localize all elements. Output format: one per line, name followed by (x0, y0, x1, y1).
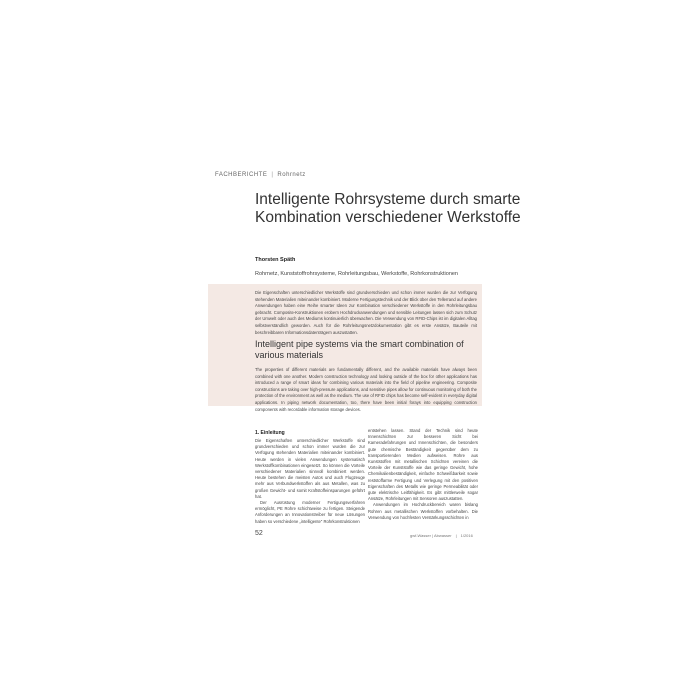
page-number: 52 (255, 530, 263, 537)
body-paragraph: Der Ausrüstung moderner Fertigungsverfahren ermöglicht, PE Rohre schichtweise zu fertigen. Steigende Anforderungen an Innovationstreiber für neue Lösungen haben so verschiedene „intelligente“ Rohrkonstruktionen (255, 500, 365, 524)
abstract-english-title: Intelligent pipe systems via the smart combination of various materials (255, 339, 464, 360)
abstract-german: Die Eigenschaften unterschiedlicher Werkstoffe sind grundverschieden und schon immer wurden die zur Verfügung stehenden Materialien miteinander kombiniert. Moderne Fertigungstechnik und der Blick über den Tellerrand auf andere Anwendungen haben eine Reihe smarter Ideen zur Kombination verschiedener Werkstoffe in den Rohrleitungsbau gebracht. Composite-Konstruktionen erobern Hochdruckanwendungen und sensible Leitungen lassen sich zum Schutz der Umwelt oder auch des Mediums kontinuierlich überwachen. Die Verwendung von RFID-Chips ist im digitalen Alltag selbstverständlich geworden. Auch für die Rohrleitungsnetzdokumentation gibt es erste Ansätze, Bauteile mit beschreibbaren Informationsdatenträgern auszustatten. (255, 290, 477, 335)
abstract-english: The properties of different materials are fundamentally different, and the available materials have always been combined with one another. Modern construction technology and looking outside of the box for other applications has introduced a range of smart ideas for combining various materials into the field of pipeline engineering. Composite constructions are taking over high-pressure applications, and sensitive pipes allow for continuous monitoring of both the protection of the environment as well as the medium. The use of RFID chips has become self-evident in everyday digital applications. In piping network documentation, too, there have been initial forays into equipping construction components with recordable information storage devices. (255, 367, 477, 412)
page-footer (410, 533, 473, 538)
journal-issue: 1/2016 (460, 533, 473, 538)
article-title: Intelligente Rohrsysteme durch smarte Kombination verschiedener Werkstoffe (255, 191, 521, 226)
journal-name: gwf-Wasser | Abwasser (410, 533, 452, 538)
topic-label: Rohrnetz (277, 172, 306, 178)
body-column-left (255, 438, 365, 525)
body-column-right (368, 428, 478, 521)
running-header (215, 172, 306, 178)
author-name: Thorsten Späth (255, 257, 296, 263)
body-paragraph: entstehen lassen. Stand der Technik sind heute Innenschichten zur besseren Sicht bei Kameradefahrungen und Innenschichten, die besonders gute chemische Beständigkeit gegenüber dem zu transportierenden Medien aufweisen. Rohre aus Kunststoffen mit metallischen Schichten vereinen die Vorteile der Kunststoffe wie das geringe Gewicht, hohe Chemikalienbeständigkeit, einfache Schweißbarkeit sowie reststoffarme Fertigung und Verlegung mit den positiven Eigenschaften des Metalls wie geringe Permeabilität oder gute elektrische Leitfähigkeit. Es gibt mittlerweile sogar Ansätze, Rohrleitungen mit Sensoren auszustatten. (368, 428, 478, 502)
section-label: FACHBERICHTE (215, 172, 268, 178)
section-heading: 1. Einleitung (255, 430, 285, 436)
body-paragraph: Die Eigenschaften unterschiedlicher Werkstoffe sind grundverschieden und schon immer wurden die zur Verfügung stehenden Materialien miteinander kombiniert. Heute werden in vielen Anwendungen systematisch Werkstoffkombinationen eingesetzt. So können die Vorteile verschiedener Materialien sinnvoll kombiniert werden. Heute bestehen die meisten Autos und auch Flugzeuge mehr aus Verbundwerkstoffen als aus Metallen, was zu großen Gewicht- und somit Kraftstoffeinsparungen geführt hat. (255, 438, 365, 499)
keywords: Rohrnetz, Kunststoffrohrsysteme, Rohrleitungsbau, Werkstoffe, Rohrkonstruktionen (255, 271, 458, 277)
header-separator: | (271, 172, 274, 178)
body-paragraph: Anwendungen im Hochdruckbereich waren bislang Rohren aus metallischen Werkstoffen vorbehalten. Die Verwendung von hochfesten Verstärkungsschichten in (368, 502, 478, 520)
footer-separator: | (455, 533, 457, 538)
